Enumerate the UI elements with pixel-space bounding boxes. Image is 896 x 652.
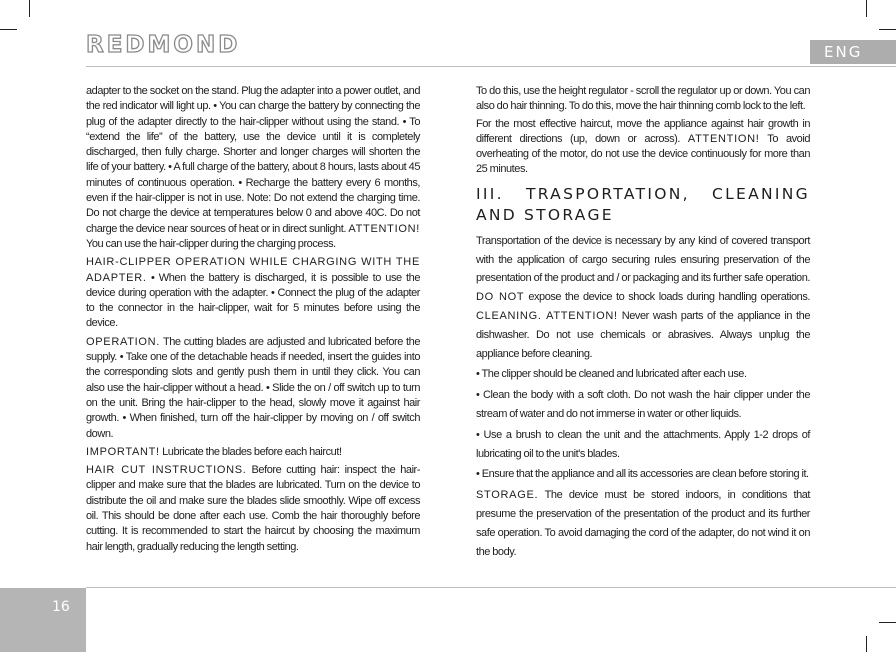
crop-mark [29,0,30,17]
paragraph-text: Before cutting hair: inspect the hair-clipper and make sure that the blades are lubricated. Turn on the device to distribute the oil and make sure the blades slide smoothly. Wipe off excess oil. This should be done after each use. Comb the hair thoroughly before cutting. It is recommended to start the haircut by choosing the maximum hair length, gradually reducing the length setting. [86,464,420,553]
language-tab: ENG [810,40,896,64]
crop-mark [866,636,867,652]
important-label: IMPORTANT! [86,445,160,458]
paragraph-text: You can use the hair-clipper during the charging process. [86,237,336,250]
brand-logo: REDMOND [86,32,241,58]
list-item: • Use a brush to clean the unit and the attachments. Apply 1-2 drops of lubricating oil to the unit's blades. [476,428,810,460]
paragraph-text: The cutting blades are adjusted and lubricated before the supply. • Take one of the detachable heads if needed, insert the guides into the corresponding slots and gently push them in until they click. You can also use the hair-clipper without a head. • Slide the on / off switch up to turn on the unit. Bring the hair-clipper to the head, slowly move it against hair growth. • When finished, turn off the hair-clipper by moving on / off switch down. [86,335,420,440]
paragraph-height-regulator: To do this, use the height regulator - scroll the regulator up or down. You can also do hair thinning. To do this, move the hair thinning comb lock to the left. [476,85,810,113]
paragraph-transportation [476,232,810,364]
left-column [86,84,420,558]
subheading-label: HAIR CUT INSTRUCTIONS. [86,464,247,477]
right-column [476,84,810,563]
paragraph-text: For the most effective haircut, move the appliance against hair growth in different directions (up, down or across). [476,117,810,145]
page-number: 16 [52,599,70,615]
paragraph-text: • When the battery is discharged, it is possible to use the device during operation with the adapter. • Connect the plug of the adapter to the connector in the hair-clipper, wait for 5 minutes before using the device. [86,271,420,330]
paragraph-text: To avoid overheating of the motor, do not use the device continuously for more than 25 minutes. [476,132,811,176]
header-divider [86,66,896,67]
paragraph-storage [476,486,810,561]
crop-mark [879,622,896,623]
paragraph-text: Transportation of the device is necessary by any kind of covered transport with the application of cargo securing rules ensuring preservation of the presentation of the product and / or packaging and its further safe operation. [476,234,810,285]
paragraph-haircut-instructions [86,463,420,555]
cleaning-label: CLEANING. ATTENTION! [476,309,618,322]
footer-divider [86,587,896,588]
paragraph-effective-haircut [476,117,810,178]
section-heading: III. TRASPORTATION, CLEANING AND STORAGE [476,184,810,224]
list-item: • Clean the body with a soft cloth. Do not wash the hair clipper under the stream of water and do not immerse in water or other liquids. [476,389,810,420]
paragraph-text: expose the device to shock loads during handling operations. [528,291,810,304]
list-item: • The clipper should be cleaned and lubricated after each use. [476,368,747,381]
paragraph-important [86,445,420,460]
attention-label: ATTENTION! [687,132,760,145]
attention-label: ATTENTION! [348,222,420,235]
paragraph-text: adapter to the socket on the stand. Plug the adapter into a power outlet, and the red indicator will light up. • You can charge the battery by connecting the plug of the adapter directly to the hair-clipper without using the stand. • To “extend the life” of the battery, use the device until it is completely discharged, then fully charge. Shorter and longer charges will shorten the life of your battery. • A full charge of the battery, about 8 hours, lasts about 45 minutes of continuous operation. • Recharge the battery every 6 months, even if the hair-clipper is not in use. Note: Do not extend the charging time. Do not charge the device at temperatures below 0 and above 40C. Do not charge the device near sources of heat or in direct sunlight. [86,85,420,235]
paragraph-operation [86,335,420,442]
crop-mark [0,29,17,30]
paragraph-text: Never wash parts of the appliance in the dishwasher. Do not use chemicals or abrasives. Always unplug the appliance before cleaning. [476,309,810,360]
subheading-label: OPERATION. [86,335,161,348]
paragraph-charging [86,84,420,252]
paragraph-text: The device must be stored indoors, in conditions that presume the preservation of the presentation of the product and its further safe operation. To avoid damaging the cord of the adapter, do not wind it on the body. [476,489,811,558]
subheading-label: HAIR-CLIPPER OPERATION WHILE CHARGING WITH THE ADAPTER. [86,256,420,284]
paragraph-operation-while-charging [86,255,420,331]
page-number-box [0,588,86,652]
crop-mark [879,29,896,30]
list-item: • Ensure that the appliance and all its accessories are clean before storing it. [476,468,809,481]
do-not-label: DO NOT [476,291,525,304]
paragraph-text: Lubricate the blades before each haircut! [162,445,342,458]
crop-mark [866,0,867,17]
storage-label: STORAGE. [476,489,539,502]
